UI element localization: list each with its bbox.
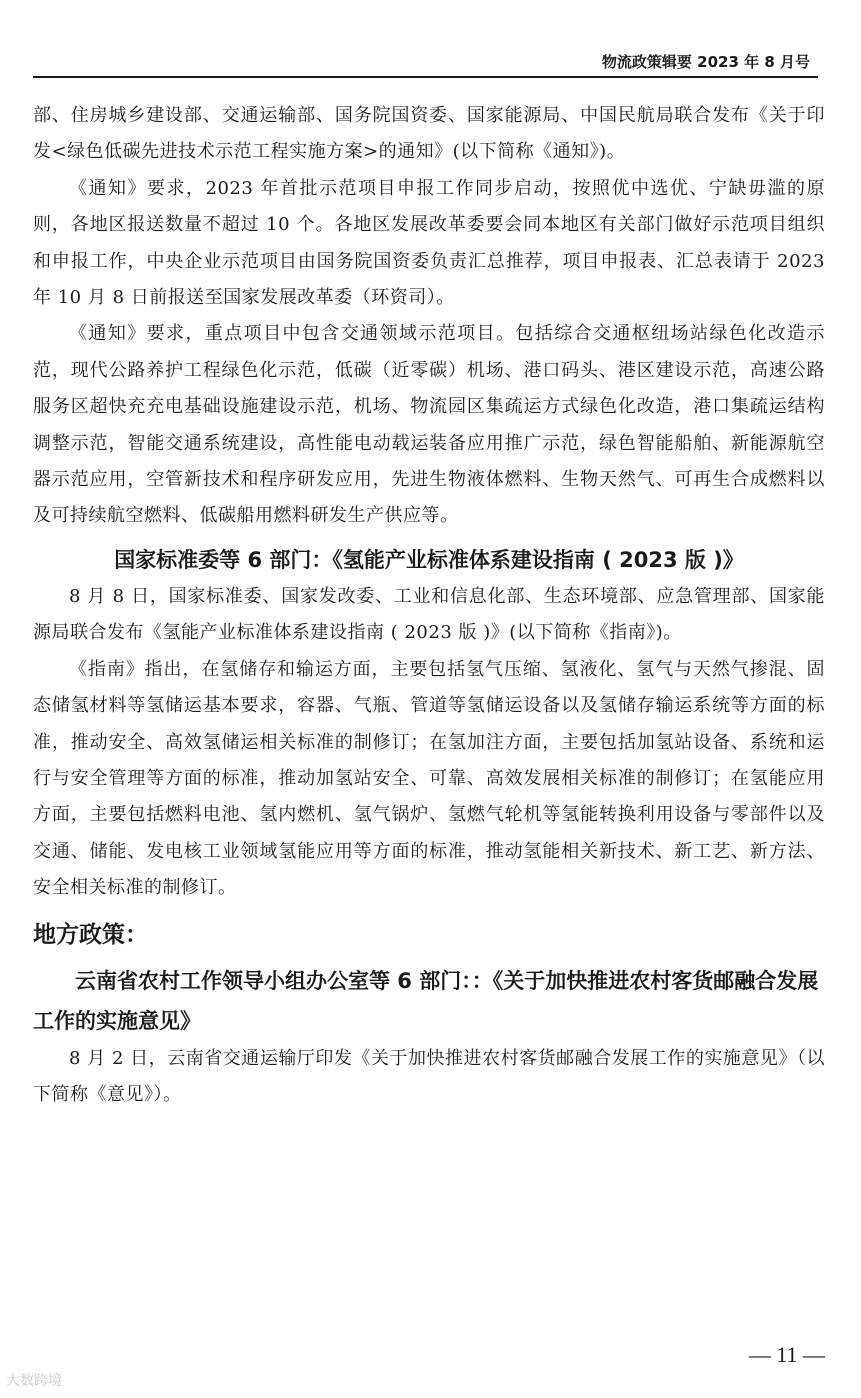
page-number: — 11 — <box>748 1342 825 1367</box>
journal-title: 物流政策辑要 2023 年 8 月号 <box>601 53 810 71</box>
paragraph-transport-projects: 《通知》要求，重点项目中包含交通领域示范项目。包括综合交通枢纽场站绿色化改造示范，现代公路养护工程绿色化示范，低碳（近零碳）机场、港口码头、港区建设示范，高速公路服务区超快充充电基础设施建设示范，机场、物流园区集疏运方式绿色化改造，港口集疏运结构调整示范，智能交通系统建设，高性能电动载运装备应用推广示范，绿色智能船舶、新能源航空器示范应用，空管新技术和程序研发应用，先进生物液体燃料、生物天然气、可再生合成燃料以及可持续航空燃料、低碳船用燃料研发生产供应等。 <box>33 323 825 527</box>
paragraph-yunnan: 8 月 2 日，云南省交通运输厅印发《关于加快推进农村客货邮融合发展工作的实施意见》（以下简称《意见》）。 <box>33 1047 825 1105</box>
paragraph-hydrogen-release: 8 月 8 日，国家标准委、国家发改委、工业和信息化部、生态环境部、应急管理部、国家能源局联合发布《氢能产业标准体系建设指南 ( 2023 版 )》(以下简称《指南》)。 <box>33 585 825 644</box>
paragraph-notice-requirements: 《通知》要求，2023 年首批示范项目申报工作同步启动，按照优中选优、宁缺毋滥的原则，各地区报送数量不超过 10 个。各地区发展改革委要会同本地区有关部门做好示范项目组织和申报工作，中央企业示范项目由国务院国资委负责汇总推荐，项目申报表、汇总表请于 2023 年 10 月 8 日前报送至国家发展改革委（环资司）。 <box>33 177 825 309</box>
paragraph-hydrogen-guide: 《指南》指出，在氢储存和输运方面，主要包括氢气压缩、氢液化、氢气与天然气掺混、固态储氢材料等氢储运基本要求，容器、气瓶、管道等氢储运设备以及氢储存输运系统等方面的标准，推动安全、高效氢储运相关标准的制修订；在氢加注方面，主要包括加氢站设备、系统和运行与安全管理等方面的标准，推动加氢站安全、可靠、高效发展相关标准的制修订；在氢能应用方面，主要包括燃料电池、氢内燃机、氢气锅炉、氢燃气轮机等氢能转换利用设备与零部件以及交通、储能、发电核工业领域氢能应用等方面的标准，推动氢能相关新技术、新工艺、新方法、安全相关标准的制修订。 <box>33 658 825 899</box>
article-body <box>33 98 825 1113</box>
section-heading-hydrogen: 国家标准委等 6 部门：《氢能产业标准体系建设指南 ( 2023 版 )》 <box>114 547 744 572</box>
paragraph-continued: 部、住房城乡建设部、交通运输部、国务院国资委、国家能源局、中国民航局联合发布《关于印发<绿色低碳先进技术示范工程实施方案>的通知》(以下简称《通知》)。 <box>33 105 825 163</box>
header-rule <box>33 76 818 78</box>
section-heading-local-policy: 地方政策： <box>33 921 148 948</box>
section-heading-yunnan: 云南省农村工作领导小组办公室等 6 部门：：《关于加快推进农村客货邮融合发展工作的实施意见》 <box>33 968 819 1033</box>
page-header <box>33 52 818 78</box>
watermark-logo: 大数跨境 <box>6 1373 62 1389</box>
